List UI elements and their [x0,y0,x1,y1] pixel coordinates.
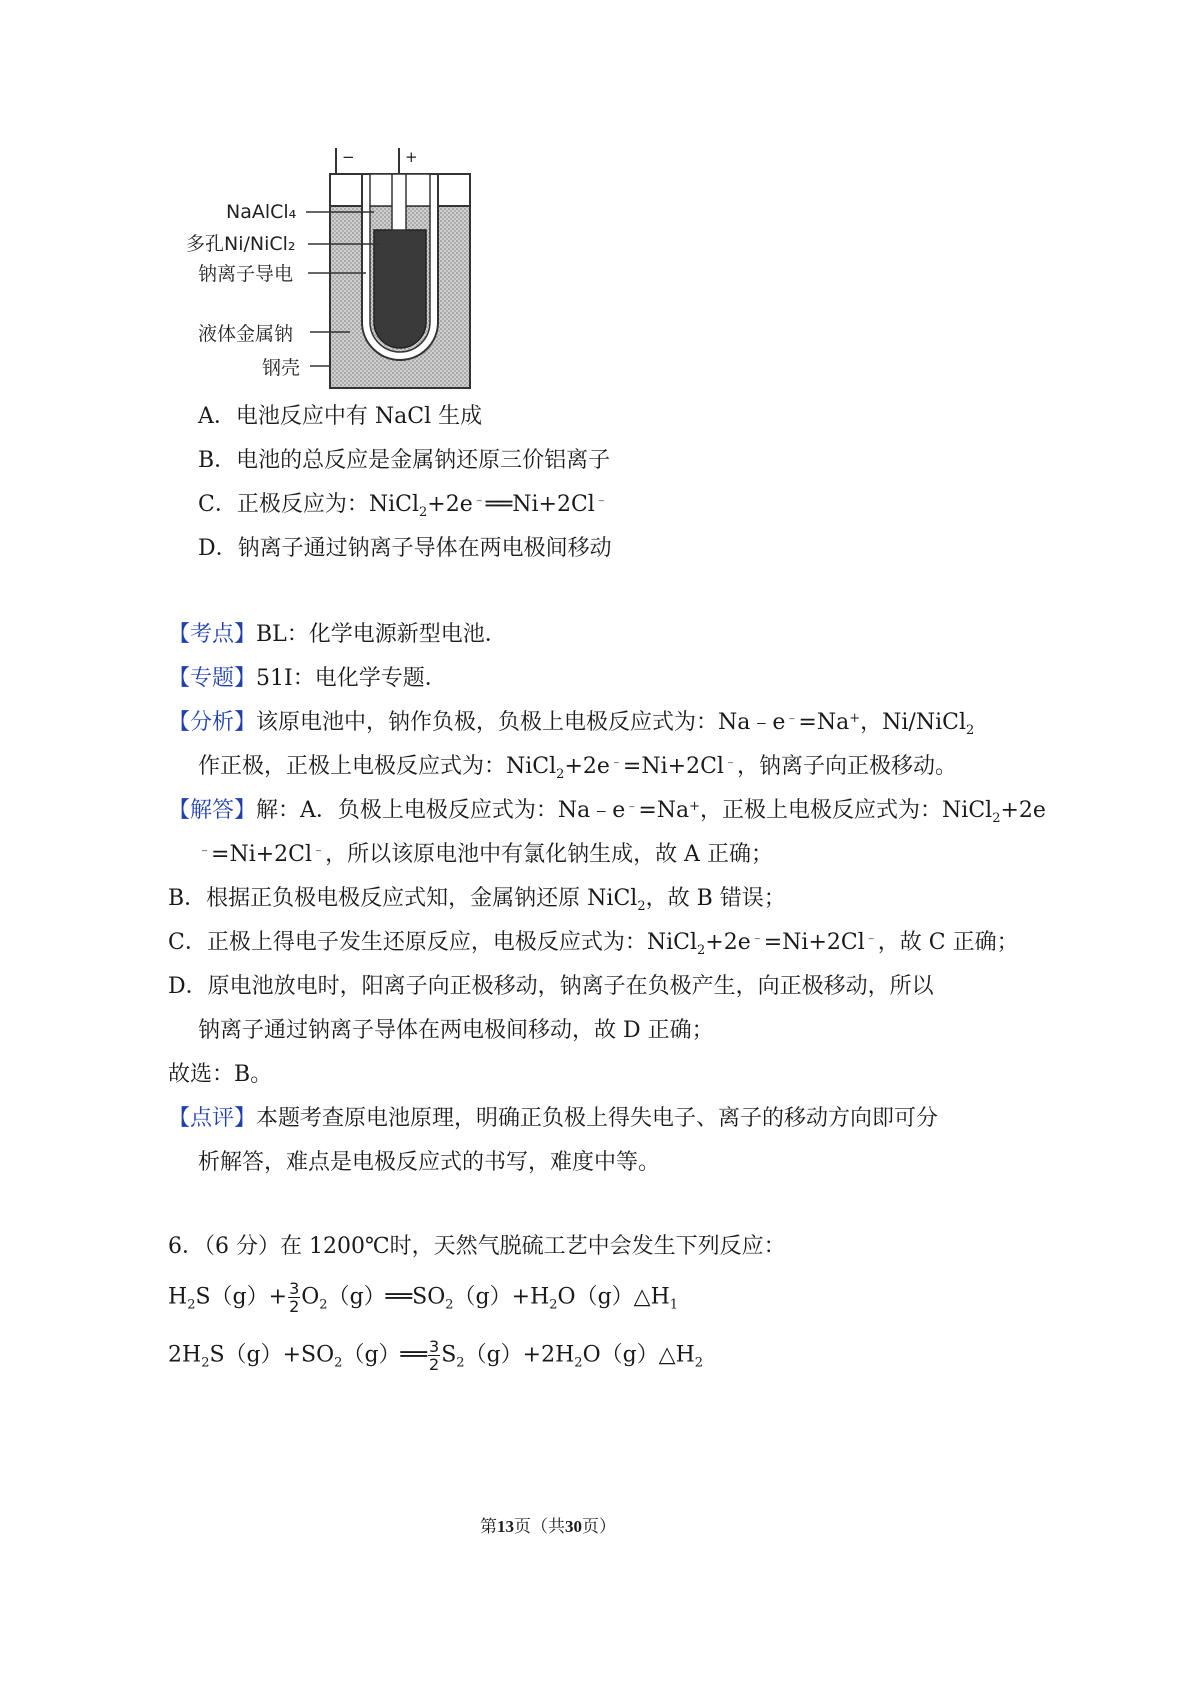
fraction-three-halves-2: $\frac{3}{2}$ [429,1337,440,1374]
dianping-tag: 【点评】 [168,1106,257,1131]
battery-diagram [180,140,520,400]
option-b: B．电池的总反应是金属钠还原三价铝离子 [198,448,611,473]
q6-reaction-2: $2H_2S(g)+SO_2(g)══$ $\frac{3}{2}$ $S_2(g)+2H_2O(g)\triangle H_2$ [168,1337,704,1374]
jieda-c-line: C．正极上得电子发生还原反应，电极反应式为：NiCl$_2$+2e﹣=Ni+2Cl﹣，故 C 正确； [168,930,1019,958]
label-conductor: 钠离子导电 [198,263,294,285]
fenxi-line-2: 作正极，正极上电极反应式为：NiCl$_2$+2e﹣=Ni+2Cl﹣，钠离子向正极移动。 [198,754,957,782]
zhuanti-tag: 【专题】 [168,666,257,691]
jieda-d-line-2: 钠离子通过钠离子导体在两电极间移动，故 D 正确； [198,1018,714,1043]
fraction-three-halves: $\frac{3}{2}$ [289,1279,300,1316]
option-c: C．正极反应为：NiCl$_2$+2e﹣══Ni+2Cl﹣ [198,492,608,520]
jieda-b-line: B．根据正负极电极反应式知，金属钠还原 NiCl$_2$，故 B 错误； [168,886,786,914]
page-number: 13 [497,1517,514,1536]
jieda-d-line-1: D．原电池放电时，阳离子向正极移动，钠离子在负极产生，向正极移动，所以 [168,974,934,999]
kaodian-line: 【考点】BL：化学电源新型电池． [168,622,507,647]
q6-stem: 6．（6 分）在 1200℃时，天然气脱硫工艺中会发生下列反应： [168,1234,786,1259]
fenxi-line-1: 【分析】该原电池中，钠作负极，负极上电极反应式为：Na﹣e﹣=Na+，Ni/NiCl$_2$ [168,710,975,738]
option-a: A．电池反应中有 NaCl 生成 [198,404,483,429]
fenxi-tag: 【分析】 [168,710,257,735]
jieda-tag: 【解答】 [168,798,257,823]
porous-ni-electrode [374,230,426,348]
q6-reaction-1: $H_2S(g)+$ $\frac{3}{2}$ $O_2(g)══SO_2(g)+H_2O(g)\triangle H_1$ [168,1279,679,1316]
label-shell: 钢壳 [262,357,301,379]
positive-rod [392,174,406,230]
label-liquid-na: 液体金属钠 [198,323,294,345]
guxuan-line: 故选：B。 [168,1062,273,1087]
option-d: D．钠离子通过钠离子导体在两电极间移动 [198,536,612,561]
terminal-negative-label: − [342,148,355,166]
label-porous-ni: 多孔Ni/NiCl₂ [186,233,296,255]
dianping-line-1: 【点评】本题考查原电池原理，明确正负极上得失电子、离子的移动方向即可分 [168,1106,939,1131]
page-total: 30 [565,1517,582,1536]
page-footer: 第13页（共30页） [480,1517,616,1537]
terminal-positive-label: + [405,148,418,166]
kaodian-tag: 【考点】 [168,622,257,647]
jieda-line-2: ﹣=Ni+2Cl﹣，所以该原电池中有氯化钠生成，故 A 正确； [198,842,773,867]
dianping-line-2: 析解答，难点是电极反应式的书写，难度中等。 [198,1150,661,1175]
jieda-line-1: 【解答】解：A．负极上电极反应式为：Na﹣e﹣=Na+，正极上电极反应式为：NiCl$_2$+2e [168,798,1046,826]
label-naalcl4: NaAlCl₄ [226,201,297,223]
zhuanti-line: 【专题】51I：电化学专题． [168,666,447,691]
